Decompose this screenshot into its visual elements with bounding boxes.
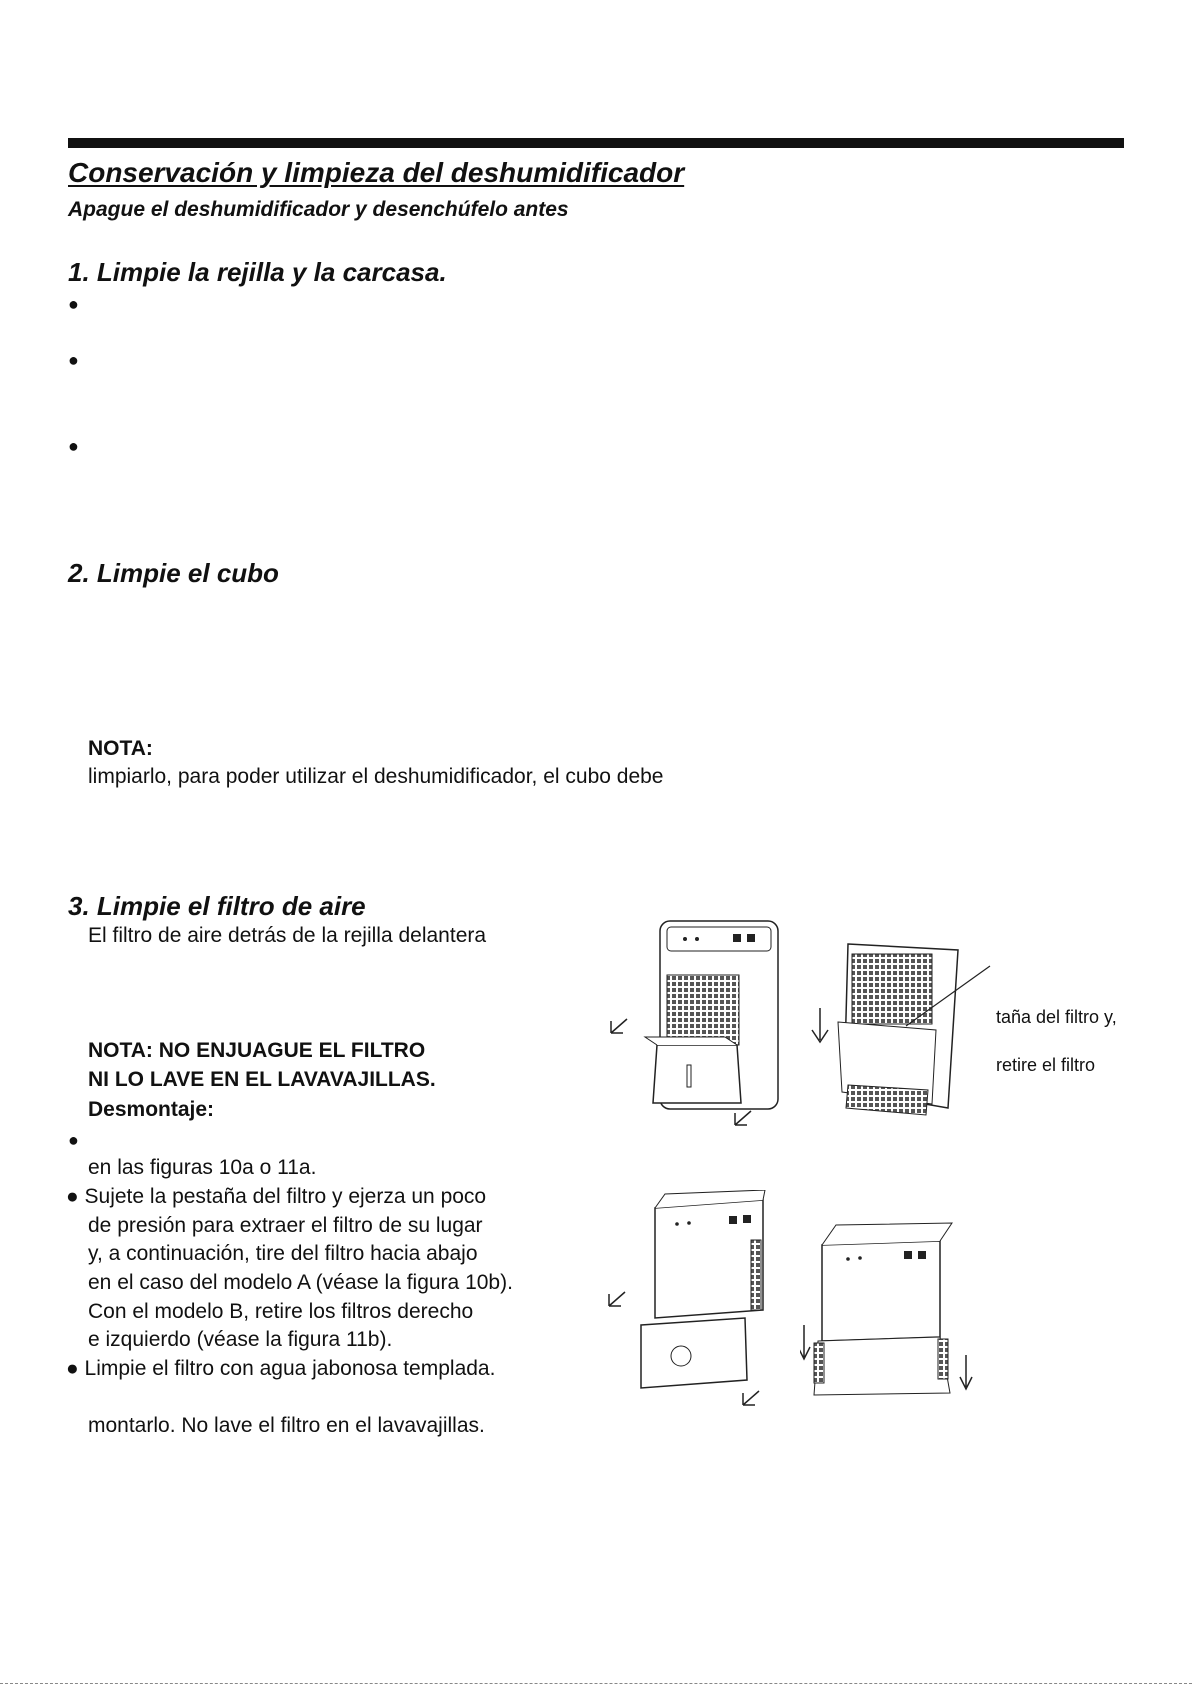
section3-line-3: de presión para extraer el filtro de su lugar: [88, 1214, 483, 1237]
section3-line-2: ● Sujete la pestaña del filtro y ejerza un poco: [66, 1185, 487, 1208]
section3-line-5: en el caso del modelo A (véase la figura 10b).: [88, 1271, 513, 1294]
figure-callout-line2: retire el filtro: [996, 1055, 1096, 1075]
section3-intro: El filtro de aire detrás de la rejilla delantera: [88, 924, 487, 947]
section3-line-8: ● Limpie el filtro con agua jabonosa templada.: [66, 1357, 496, 1380]
page-bottom-rule: [0, 1683, 1192, 1684]
section3-bullet: ●: [68, 1130, 79, 1150]
section1-bullet-1: ●: [68, 294, 79, 314]
section2-heading: 2. Limpie el cubo: [68, 558, 279, 588]
section3-line-6: Con el modelo B, retire los filtros derecho: [88, 1300, 474, 1323]
section2-note-label: NOTA:: [88, 737, 153, 760]
figure-11a-illustration: [605, 1190, 795, 1410]
section3-line-1: en las figuras 10a o 11a.: [88, 1156, 317, 1179]
section3-heading: 3. Limpie el filtro de aire: [68, 891, 366, 921]
figure-11b-illustration: [800, 1215, 978, 1410]
section1-heading: 1. Limpie la rejilla y la carcasa.: [68, 257, 447, 287]
page-title: Conservación y limpieza del deshumidificador: [68, 157, 685, 188]
section1-bullet-3: ●: [68, 436, 79, 456]
section3-removal-label: Desmontaje:: [88, 1098, 215, 1121]
page-subtitle: Apague el deshumidificador y desenchúfelo antes: [68, 198, 569, 221]
section3-note-line1: NOTA: NO ENJUAGUE EL FILTRO: [88, 1039, 426, 1062]
figure-callout-line1: taña del filtro y,: [996, 1007, 1117, 1027]
section2-note-line: limpiarlo, para poder utilizar el deshumidificador, el cubo debe: [88, 765, 664, 788]
header-rule: [68, 138, 1124, 148]
section3-line-9: montarlo. No lave el filtro en el lavavajillas.: [88, 1414, 485, 1437]
section3-line-7: e izquierdo (véase la figura 11b).: [88, 1328, 393, 1351]
section1-bullet-2: ●: [68, 350, 79, 370]
section3-line-4: y, a continuación, tire del filtro hacia abajo: [88, 1242, 478, 1265]
figure-10a-illustration: [605, 915, 795, 1130]
figure-10b-illustration: [808, 940, 996, 1120]
section3-note-line2: NI LO LAVE EN EL LAVAVAJILLAS.: [88, 1068, 436, 1091]
